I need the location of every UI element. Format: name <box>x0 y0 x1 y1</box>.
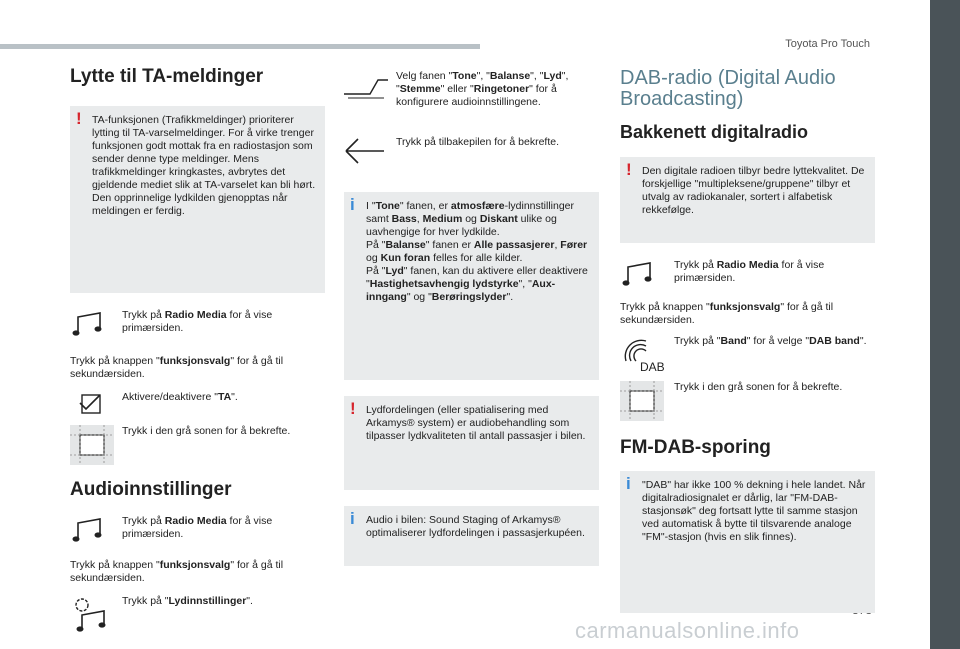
dab-label: DAB <box>640 360 665 374</box>
grey-zone-icon <box>70 425 114 465</box>
dab-icon <box>620 335 668 375</box>
step-band: DAB Trykk på "Band" for å velge "DAB band". <box>620 335 875 377</box>
step-ta-toggle: Aktivere/deaktivere "TA". <box>70 391 325 421</box>
brand-label: Toyota Pro Touch <box>785 38 870 50</box>
step-back: Trykk på tilbakepilen for å bekrefte. <box>344 136 599 176</box>
back-arrow-icon <box>344 136 388 166</box>
warning-box-dab: ! Den digitale radioen tilbyr bedre lyttekvalitet. De forskjellige "multipleksene/gruppene" tilbyr et utvalg av radiokanaler, sortert i alfabetisk rekkefølge. <box>620 157 875 243</box>
step-funksjonsvalg-2: Trykk på knappen "funksjonsvalg" for å gå til sekundærsiden. <box>70 559 284 584</box>
step-radio-media: Trykk på Radio Media for å vise primærsiden. <box>70 309 325 345</box>
music-note-icon <box>70 309 106 339</box>
tab-icon <box>344 76 388 100</box>
step-grey-zone: Trykk i den grå sonen for å bekrefte. <box>70 425 325 467</box>
settings-music-icon <box>70 595 110 635</box>
column-dab <box>620 68 875 613</box>
info-box-tone: i I "Tone" fanen, er atmosfære-lydinnstillinger samt Bass, Medium og Diskant ulike og uavhengige for hver lydkilde. På "Balanse" fanen er Alle passasjerer, Fører og Kun foran felles for alle kilder. På "Lyd" fanen, kan du aktivere eller deaktivere "Hastighetsavhengig lydstyrke", "Aux-inngang" og "Berøringslyder". <box>344 192 599 380</box>
column-audio <box>344 70 599 566</box>
step-grey-zone-2: Trykk i den grå sonen for å bekrefte. <box>620 381 875 423</box>
step-funksjonsvalg: Trykk på knappen "funksjonsvalg" for å gå til sekundærsiden. <box>70 355 284 380</box>
info-box-staging: i Audio i bilen: Sound Staging of Arkamys® optimaliserer lydfordelingen i passasjerkupéen. <box>344 506 599 566</box>
warning-icon: ! <box>626 160 632 179</box>
step-lydinnstillinger: Trykk på "Lydinnstillinger". <box>70 595 325 635</box>
music-note-icon <box>70 515 106 545</box>
section-title-ta: Lytte til TA-meldinger <box>70 66 264 87</box>
info-box-fmdab: i "DAB" har ikke 100 % dekning i hele landet. Når digitalradiosignalet er dårlig, lar "FM-DAB-stasjonsøk" deg fortsatt lytte til samme stasjon ved automatisk å bytte til tilsvarende analoge "FM"-stasjon (hvis en slik finnes). <box>620 471 875 613</box>
top-rule <box>0 44 480 49</box>
step-funksjonsvalg-3: Trykk på knappen "funksjonsvalg" for å gå til sekundærsiden. <box>620 301 834 326</box>
section-title-audio: Audioinnstillinger <box>70 479 232 500</box>
subsection-title-terrestrial: Bakkenett digitalradio <box>620 122 809 142</box>
step-tabs: Velg fanen "Tone", "Balanse", "Lyd", "Stemme" eller "Ringetoner" for å konfigurere audioinnstillingene. <box>344 70 599 114</box>
step-radio-media-2: Trykk på Radio Media for å vise primærsiden. <box>70 515 325 551</box>
column-ta <box>70 60 325 635</box>
music-note-icon <box>620 259 656 289</box>
warning-box-ta <box>70 106 325 293</box>
info-icon: i <box>626 474 631 493</box>
info-icon: i <box>350 195 355 214</box>
grey-zone-icon <box>620 381 664 421</box>
info-icon: i <box>350 509 355 528</box>
warning-icon: ! <box>76 109 82 128</box>
section-title-dab: DAB-radio (Digital Audio Broadcasting) <box>620 67 836 110</box>
subsection-title-fmdab: FM-DAB-sporing <box>620 437 771 458</box>
watermark: carmanualsonline.info <box>575 618 800 643</box>
page-edge-bar <box>930 0 960 649</box>
warning-text: TA-funksjonen (Trafikkmeldinger) prioriterer lytting til TA-varselmeldinger. For å virke trenger funksjonen godt mottak fra en radiostasjon som sender denne type meldinger. Mens trafikkmeldinger kringkastes, avbrytes det gjeldende mediet slik at TA-varselet kan bli hørt. Den opprinnelige lydkilden gjenopptas når meldingen er ferdig. <box>92 114 316 217</box>
warning-box-spatial: ! Lydfordelingen (eller spatialisering med Arkamys® system) er audiobehandling som tilpasser lydkvaliteten til antall passasjer i bilen. <box>344 396 599 490</box>
checkbox-icon <box>70 391 106 419</box>
warning-icon: ! <box>350 399 356 418</box>
step-radio-media-3: Trykk på Radio Media for å vise primærsiden. <box>620 259 875 295</box>
